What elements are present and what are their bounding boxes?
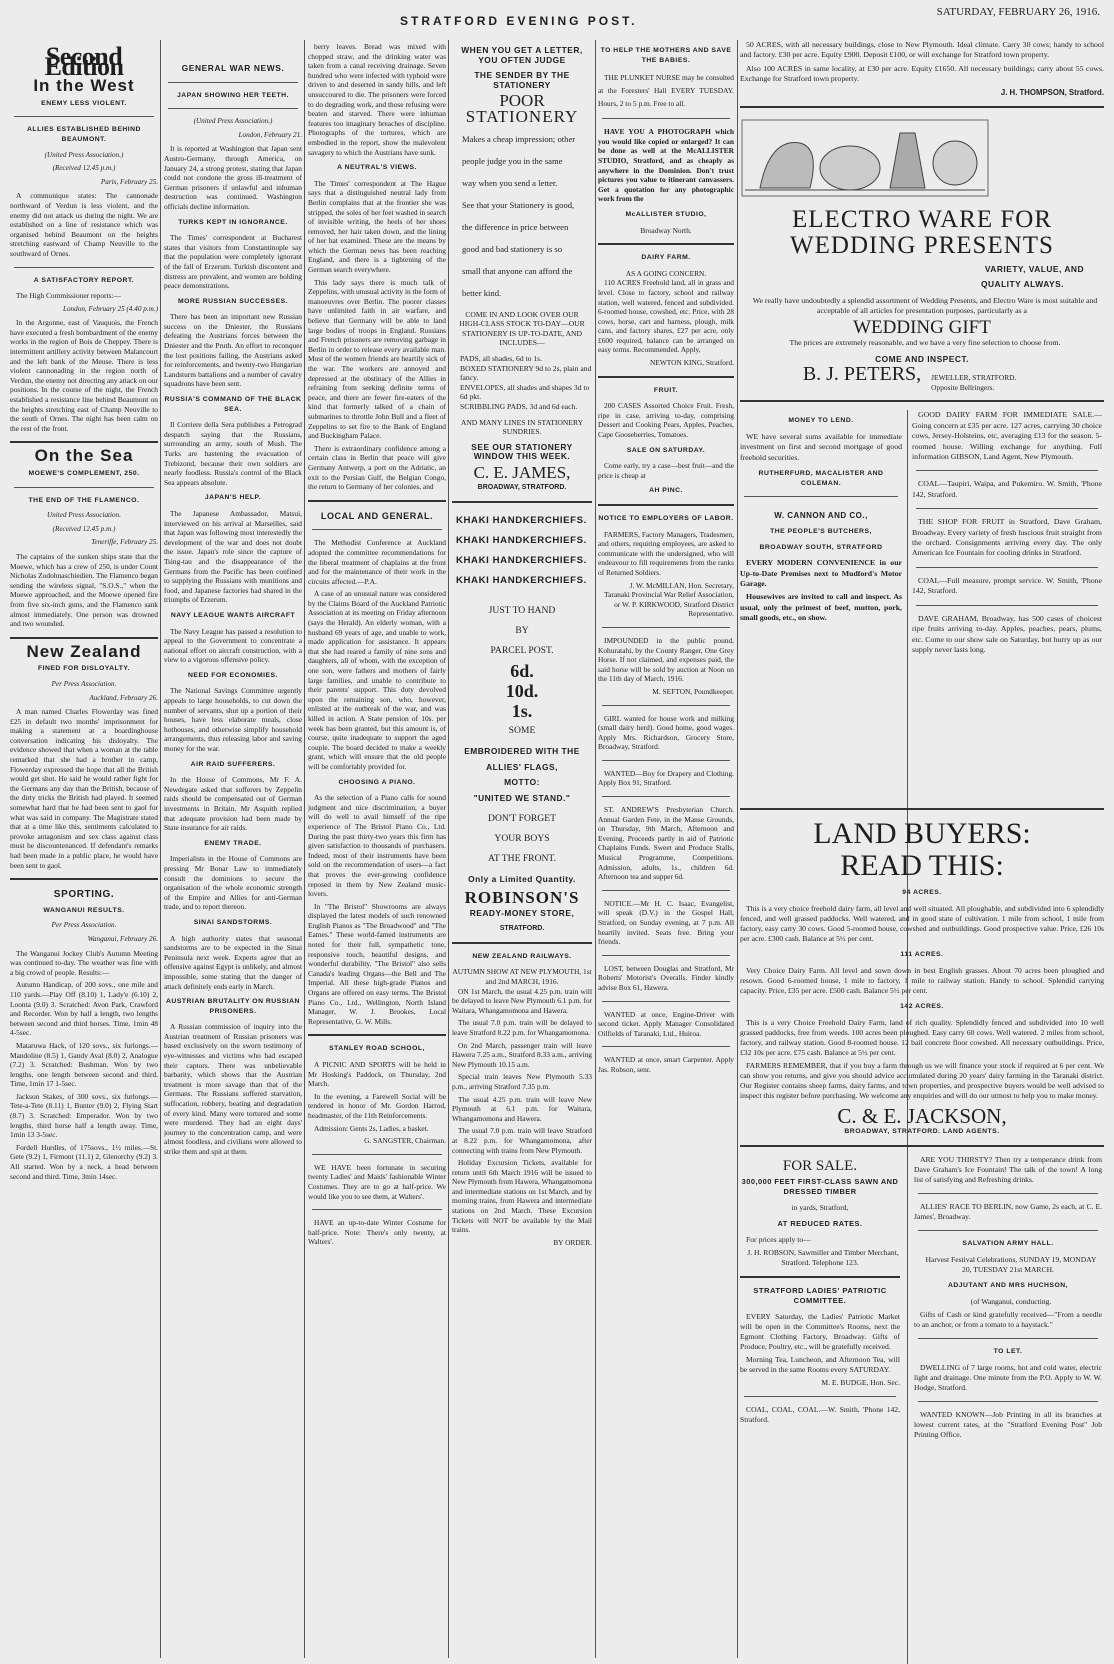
ad-text: Morning Tea, Luncheon, and Afternoon Tea, will be served in the same Rooms every SATURDAY.: [740, 1355, 900, 1374]
ad-address: STRATFORD.: [499, 925, 545, 933]
ad-text: EVERY MODERN CONVENIENCE in our Up-to-Date Premises next to Mudford's Motor Garage.: [740, 558, 902, 588]
ad-text: Also 100 ACRES in same locality, at £30 per acre. Equity £1650. All necessary buildings; carry about 55 cows. Exchange for Stratford town property.: [740, 63, 1104, 84]
ad-item: ENVELOPES, all shades and shapes 3d to 6d pkt.: [460, 382, 590, 402]
notice-text: IMPOUNDED in the public pound, Kohuratahi, by the County Ranger, One Grey Horse. If not claimed, and expenses paid, the said horse will be sold by auction at Noon on the 11th day of March, 1916.: [598, 635, 734, 684]
headline: FINED FOR DISLOYALTY.: [37, 665, 131, 673]
farm-text: FARMERS REMEMBER, that if you buy a farm through us we will finance your stock if required at 6 per cent. We can show you returns, and give you should advice accumulated during 20 years' dairy farming in the Taranaki district. Our Register contains sheep farms, dairy farms, and town properties, and prospective buyers would be well advised to inspect this register before purchasing. We welcome any enquiries and will do our utmost to help you to make money.: [740, 1061, 1104, 1100]
classified-right: [912, 410, 1102, 658]
notice-text: Holiday Excursion Tickets, available for return until 6th March 1916 will be issued to New Plymouth from Hawera, Whangamomona and intermediate stations on 1st March, and by morning trains, from Hawera and intermediate stations on 2nd March. These Excursion Tickets will NOT be available by the Mail trains.: [452, 1158, 592, 1235]
dateline: (Received 12.45 p.m.): [52, 524, 116, 533]
headline: THE END OF THE FLAMENCO.: [28, 496, 140, 504]
headline: AIR RAID SUFFERERS.: [190, 760, 276, 768]
ad-heading: MONEY TO LEND.: [788, 417, 854, 425]
divider: [312, 529, 442, 530]
column-2: [164, 34, 302, 1656]
divider: [916, 508, 1098, 509]
ad-text: THE PLUNKET NURSE may be consulted at the Foresters' Hall EVERY TUESDAY. Hours, 2 to 5 p.m. Free to all.: [598, 73, 734, 109]
divider: [602, 760, 730, 761]
ad-heading: 300,000 FEET FIRST-CLASS SAWN AND DRESSED TIMBER: [741, 1177, 899, 1196]
notice-text: The usual 4.25 p.m. train will leave New Plymouth at 6.1 p.m. for Waitara, Whangamomona and Hawera.: [452, 1094, 592, 1123]
ad-title: ELECTRO WARE FOR: [792, 205, 1052, 233]
article-text: A communique states: The cannonade northward of Verdun is less violent, and the enemy did not attack us during the night. We are established on a line of resistance which was organised behind Beaumont on the heights stretching eastward of Champ Neuville to the southward of Ornes.: [10, 191, 158, 258]
ad-heading: TO HELP THE MOTHERS AND SAVE THE BABIES.: [600, 47, 732, 64]
ad-address: BROADWAY SOUTH, STRATFORD: [759, 543, 883, 551]
ad-text: In the evening, a Farewell Social will be tendered in honor of Mr. Gordon Harrod, headmaster, of the 11th Reinforcements.: [308, 1091, 446, 1120]
ad-line: ALLIES' FLAGS,: [486, 761, 558, 772]
section-heading-sea: On the Sea: [34, 446, 134, 466]
ad-text: AND MANY LINES IN STATIONERY SUNDRIES.: [460, 417, 584, 437]
article-text: Jackson Stakes, of 300 sovs., six furlongs.—Tete-a-Tete (8.11) 1, Bunter (9.0) 2, Flying Start (8.7) 3. Scratched: Emperador. Won by two lengths, third horse half a length away. Time, 1min 13 3-5sec.: [10, 1091, 158, 1140]
ad-line: EMBROIDERED WITH THE: [464, 746, 580, 757]
divider: [602, 705, 730, 706]
notice-text: The usual 7.0 p.m. train will leave Stratford at 8.22 p.m. for Whangamomona, after connecting with trains from New Plymouth.: [452, 1126, 592, 1155]
divider: [312, 1209, 442, 1210]
ad-tagline: QUALITY ALWAYS.: [980, 279, 1064, 290]
farm-text: This is a very choice freehold dairy farm, all level and well situated. All ploughable, and subdivided into 6 splendidly fenced, and well grassed paddocks. Well watered, and in good state of cultivation. 1 mile from school, 1 mile from factory, easy carry 30 cows. Good 5-roomed house, cowshed and outbuildings. Good prospective value. Price, £26 10s per acre. £300 cash. Balance at 5½ per cent.: [740, 904, 1104, 943]
notice-heading: NOTICE TO EMPLOYERS OF LABOR.: [598, 515, 734, 522]
ad-heading: THE SENDER BY THE STATIONERY: [474, 70, 570, 90]
ad-item: PADS, all shades, 6d to 1s.: [460, 353, 542, 363]
ad-item: SCRIBBLING PADS, 3d and 6d each.: [460, 401, 578, 411]
headline: TURKS KEPT IN IGNORANCE.: [178, 218, 288, 226]
ad-business-name: ROBINSON'S: [464, 888, 580, 908]
ad-text: Admission: Gents 2s, Ladies, a basket.: [314, 1123, 429, 1133]
dateline: Wanganui, February 26.: [87, 934, 158, 943]
section-heading-sporting: SPORTING.: [53, 889, 115, 901]
dateline: Paris, February 25.: [100, 177, 158, 186]
ad-address: Broadway North.: [640, 225, 692, 235]
article-text: In the Argonne, east of Vauquois, the French have executed a fresh bombardment of the enemy works in the region of Bois de Cheppey. There is intermittent artillery activity between Malancourt and the left bank of the Meuse. There is less violent cannonading in the region north of Verdun, the enemy not directing any attack on our positions. In the course of the night, the French established a resistance line behind Beaumont on the heights stretching east of Champ Neuville to the south of Ornes. The night has been calm on the rest of the front.: [10, 318, 158, 433]
section-heading-war-news: GENERAL WAR NEWS.: [181, 63, 285, 73]
masthead: [0, 0, 1114, 34]
divider: [602, 955, 730, 956]
farm-text: This is a very Choice Freehold Dairy Farm, land of rich quality. Splendidly fenced and subdivided into 10 well grassed paddocks, free from weeds. 100 acres been ploughed. Easy carry 60 cows. Well watered. 2 miles from school, factory, and railway station. Good 8-roomed house. 12 bail concrete floor cowshed. All necessary outbuildings. Price, £32 10s per acre. £75 cash. Balance at 5½ per cent.: [740, 1018, 1104, 1057]
article-text: The Wanganui Jockey Club's Autumn Meeting was continued to-day. The weather was fine with a big crowd of people. Results:—: [10, 948, 158, 977]
classified-ad: LOST, between Douglas and Stratford, Mr Roberts' Motorist's Overalls. Finder kindly advise Box 61, Hawera.: [598, 963, 734, 992]
ad-highlight: AT REDUCED RATES.: [777, 1219, 863, 1228]
ad-title: STATIONERY: [465, 106, 579, 126]
section-heading-nz: New Zealand: [26, 641, 142, 661]
divider: [740, 1145, 1104, 1147]
ad-price: 1s.: [511, 701, 533, 722]
article-text: In "The Bristol" Showrooms are always displayed the latest models of such renowned English Pianos as "The Broadwood" and "The Eames." These world-famed instruments are noted for their full, sympathetic tone, responsive touch, beautiful designs, and wonderful durability. "The Bristol" also sells Canada's leading Organs—the Bell and The Imperial. All these high-grade Pianos and Organs are offered on easy terms. The Bristol Piano Co., Ltd., Wellington, North Island Manager, W. J. Brookes, Local Representative, G. W. Mills.: [308, 901, 446, 1026]
article-text: A man named Charles Flowerday was fined £25 in default two months' imprisonment for making a statement at a boardinghouse conversation indicating his disloyalty. The evidence showed that when a woman at the table remarked that she had a brother in camp, Flowerday expressed the hope that all the British would get shot. He said he would rather fight for the Germans any day than the British, because of the dirty tricks the British had played. It seemed somewhat hard that he had been sent to gaol for what was said in company. The Magistrate stated that at a time like this, sentiments calculated to provoke antagonism and sex class against class must be discountenanced. If defendant's remarks had been made in a public place, he would have been sent to gaol.: [10, 707, 158, 870]
ad-tagline: COME AND INSPECT.: [875, 353, 969, 364]
article-text: Autumn Handicap, of 200 sovs., one mile and 110 yards.—Play Off (8.10) 1, Lady'e (6.10) 2, Loonta (9.0) 3. Scratched: Avon Park, Crawford and Recorder. Won by half a length, two lengths between second and third horses. Time, 1min 48 4-5sec.: [10, 980, 158, 1038]
farm-heading: 94 ACRES.: [902, 889, 942, 896]
classified-ad: COAL, COAL, COAL.—W. Smith, 'Phone 142, Stratford.: [740, 1405, 900, 1424]
ad-text: WE have several sums available for immediate investment on first and second mortgage of good freehold securities.: [740, 432, 902, 462]
divider: [14, 267, 154, 268]
ad-text: COME IN AND LOOK OVER OUR HIGH-CLASS STOCK TO-DAY—OUR STATIONERY IS UP-TO-DATE, AND INCLUDES—: [459, 309, 585, 348]
classified-ad: NOTICE.—Mr H. C. Isaac, Evangelist, will speak (D.V.) in the Gospel Hall, Stratford, on Sunday evening, at 7 p.m. All heartily invited. Seats free. Bring your friends.: [598, 898, 734, 947]
section-heading-west: In the West: [33, 76, 135, 96]
classified-ad: ALLIES' RACE TO BERLIN, now Game, 2s each, at C. E. James', Broadway.: [914, 1202, 1102, 1221]
ad-signature: NEWTON KING, Stratford.: [649, 358, 734, 368]
ad-subheading: AS A GOING CONCERN.: [625, 268, 707, 278]
divider: [10, 878, 158, 880]
ad-signature: J. H. THOMPSON, Stratford.: [1000, 87, 1104, 97]
column-rule: [160, 40, 161, 1658]
article-text: As the selection of a Piano calls for sound judgment and nice discrimination, a buyer will do well to avail himself of the ripe experience of The Bristol Piano Co., Ltd. During the past thirty-two years this firm has given satisfaction to thousands of purchasers. Indeed, most of their instruments have been sold on the recommendation of users—a fact that proves the ever-growing confidence reposed in them by New Zealand music-lovers.: [308, 793, 446, 899]
headline: AUSTRIAN BRUTALITY ON RUSSIAN PRISONERS.: [166, 998, 300, 1015]
ad-text: Housewives are invited to call and inspect. As usual, only the primest of beef, mutton, pork, small goods, etc., on show.: [740, 592, 902, 623]
ad-text: For prices apply to—: [746, 1235, 811, 1244]
divider: [918, 1338, 1098, 1339]
electroware-illustration: [740, 118, 990, 198]
article-text: The Methodist Conference at Auckland adopted the committee recommendations for the liberal treatment of chaplains at the front and for the maintenance of their work in the circuits affected.—P.A.: [308, 538, 446, 586]
ad-title: READ THIS:: [840, 849, 1004, 882]
ad-price: 6d.: [510, 661, 534, 682]
headline: CHOOSING A PIANO.: [338, 778, 416, 786]
column-rule: [907, 1155, 908, 1664]
headline: ENEMY LESS VIOLENT.: [41, 99, 127, 107]
ad-text: in yards, Stratford,: [791, 1203, 849, 1212]
ad-heading: FRUIT.: [653, 386, 679, 394]
divider: [602, 1046, 730, 1047]
ad-text: Come early, try a case—best fruit—and the price is cheap at: [598, 461, 734, 480]
ad-line: JUST TO HAND: [488, 605, 556, 617]
notice-signature: M. SEFTON, Poundkeeper.: [652, 686, 734, 696]
divider: [14, 487, 154, 488]
ad-text: We really have undoubtedly a splendid assortment of Wedding Presents, and Electro Ware is most suitable and acceptable of all articles for presentation purposes, particularly as a: [752, 295, 1098, 316]
ad-address: JEWELLER, STRATFORD. Opposite Bellringers.: [931, 373, 1017, 392]
headline: MORE RUSSIAN SUCCESSES.: [177, 297, 289, 305]
divider: [452, 942, 592, 944]
divider: [918, 1193, 1098, 1194]
divider: [916, 605, 1098, 606]
column-rule: [737, 40, 738, 1658]
ad-tagline: THE PEOPLE'S BUTCHERS,: [770, 528, 872, 535]
column-rule: [304, 40, 305, 1658]
column-3: [308, 34, 446, 1656]
ad-text: EVERY Saturday, the Ladies' Patriotic Market will be open in the Committee's Rooms, next the Egmont Clothing Factory, Broadway. Gifts of Produce, Poultry, etc., will be gratefully received.: [740, 1312, 900, 1351]
dateline: London, February 25 (4.40 p.m.): [62, 304, 158, 313]
classified-ad: THE SHOP FOR FRUIT in Stratford, Dave Graham, Broadway. Every variety of fresh luscious fruit straight from the orchard. Consignments arriving every day. The only American Ice Fountain for cooling drinks in Stratford.: [912, 517, 1102, 558]
divider: [10, 637, 158, 639]
classified-ad: WANTED—Boy for Drapery and Clothing. Apply Box 91, Stratford.: [598, 768, 734, 788]
ad-text: A PICNIC AND SPORTS will be held in Mr Hosking's Paddock, on Thursday, 2nd March.: [308, 1060, 446, 1089]
notice-text: ON 1st March, the usual 4.25 p.m. train will be delayed to leave New Plymouth 6.1 p.m. for Waitara, Whangamomona and Hawera.: [452, 986, 592, 1015]
divider: [10, 441, 158, 443]
divider: [740, 1276, 900, 1278]
classified-ad: WANTED at once, Engine-Driver with second ticket. Apply Manager Consolidated Oilfields of Taranaki, Ltd., Huiroa.: [598, 1009, 734, 1038]
ad-business-line: [740, 363, 1104, 392]
bottom-right: [914, 1155, 1102, 1443]
dateline: Teneriffe, February 25.: [91, 538, 158, 547]
divider: [14, 116, 154, 117]
ad-text: ADJUTANT AND MRS HUCHSON,: [947, 1282, 1069, 1289]
article-text: Mataruwa Hack, of 120 sovs., six furlongs.—Mandoline (8.5) 1, Gandy Aval (8.0) 2, Analogue (7.2) 3. Scratched: Bushman. Won by two lengths, one length between second and third. Time, 1min 17 1-5sec.: [10, 1040, 158, 1089]
divider: [598, 504, 734, 506]
ad-heading: TO LET.: [993, 1348, 1023, 1355]
column-1: [10, 34, 158, 1656]
ad-text: 50 ACRES, with all necessary buildings, close to New Plymouth. Ideal climate. Carry 30 cows; handy to school and factory. £30 per acre. Equity £900. Deposit £100, or will exchange for Stratford town property.: [740, 40, 1104, 60]
ad-text: WE HAVE been fortunate in securing twenty Ladies' and Maids' fashionable Winter Costumes. They are to go at half-price. We would like you to see them, at Walters'.: [308, 1162, 446, 1201]
classified-ad: COAL—Taupiri, Waipa, and Pukemiro. W. Smith, 'Phone 142, Stratford.: [912, 479, 1102, 499]
ad-text: 200 CASES Assorted Choice Fruit. Fresh, ripe in case, arriving to-day, comprising Dessert and Cooking Pears, Apples, Peaches, Cape Gooseberries, Tomatoes.: [598, 401, 734, 440]
divider: [918, 1401, 1098, 1402]
notice-text: FARMERS, Factory Managers, Tradesmen, and others, requiring employees, are asked to communicate with the undersigned, who will endeavour to fill requirements from the ranks of Returned Soldiers.: [598, 529, 734, 577]
ad-business-name: AH PINC.: [649, 487, 683, 495]
divider: [308, 500, 446, 502]
ad-line: Makes a cheap impression; other: [462, 133, 576, 144]
divider: [452, 501, 592, 503]
article-text: A Russian commission of inquiry into the Austrian treatment of Russian prisoners was based exclusively on the sworn testimony of eye-witnesses and victims who had escaped their captors. There was unbelievable barbarity, which shows that the Austrian treatment is more savage than that of the Germans. The Russians suffered starvation, suffocation, robbery, beating and degradation of every kind. Many were tortured and some were murdered. They had an eight days' journey to the concentration camp, and were almost foodless, and civilians were allowed to strike them and spit at them.: [164, 1022, 302, 1156]
jug-shape: [890, 133, 925, 188]
classified-ad: DAVE GRAHAM, Broadway, has 500 cases of choicest ripe fruits arriving to-day. Apples, peaches, pears, plums, etc. Come to our show sale on Saturday, but hurry up as our supply never lasts long.: [912, 613, 1102, 654]
ad-line: KHAKI HANDKERCHIEFS.: [456, 535, 587, 547]
ad-heading: WHEN YOU GET A LETTER, YOU OFTEN JUDGE: [461, 45, 583, 65]
ad-line: DON'T FORGET: [488, 813, 556, 825]
ad-heading: STRATFORD LADIES' PATRIOTIC COMMITTEE.: [753, 1286, 887, 1305]
ad-text: HAVE an up-to-date Winter Costume for half-price. Note: There's only twenty, at Walters'.: [308, 1218, 446, 1247]
ad-line: KHAKI HANDKERCHIEFS.: [456, 555, 587, 567]
dateline: London, February 21.: [238, 130, 302, 139]
headline: JAPAN SHOWING HER TEETH.: [177, 91, 289, 99]
classified-ad: GIRL wanted for house work and milking (small dairy herd). Good home, good wages. Apply Mrs. Richardson, Grocery Store, Broadway, Stratford.: [598, 713, 734, 752]
ad-line: "UNITED WE STAND.": [473, 792, 571, 803]
bottom-classifieds: [740, 1155, 1104, 1664]
headline: SINAI SANDSTORMS.: [193, 918, 273, 926]
ad-signature: J. H. ROBSON, Sawmiller and Timber Merchant, Stratford. Telephone 123.: [747, 1248, 899, 1267]
land-agents-ad: [740, 800, 1104, 1664]
classified-ad: DWELLING of 7 large rooms, hot and cold water, electric light and drainage. One minute from the P.O. Apply to W. W. Hodge, Stratford.: [914, 1363, 1102, 1392]
ad-line: BY: [515, 625, 529, 637]
article-text: The National Savings Committee urgently appeals to large households, to cut down the number of servants, shut up a portion of their houses, have less elaborate meals, close hothouses, and otherwise simplify household arrangements, thus releasing labor and saving money for the war.: [164, 686, 302, 754]
divider: [744, 1396, 896, 1397]
headline: ENEMY TRADE.: [204, 839, 262, 847]
ad-signature: M. E. BUDGE, Hon. Sec.: [821, 1378, 900, 1387]
classified-ad: ST. ANDREW'S Presbyterian Church. Annual Garden Fete, in the Manse Grounds, on Thursday, 9th March, Afternoon and Evening. Proceeds partly in aid of Patriotic Chaplains Funds. Sweet and Produce Stalls, Musical Programme, Competitions. Admission, adults, 1s., children 6d. Afternoon tea and supper 6d.: [598, 805, 734, 882]
divider: [602, 890, 730, 891]
farm-text: Very Choice Dairy Farm. All level and sown down in best English grasses. About 70 acres been ploughed and resown. Good 6-roomed house, 1 mile to factory, 1 mile to railway station. Handy to school. Splendid carrying capacity. Price, £35 per acre. £500 cash. Balance 5½ per cent.: [740, 966, 1104, 995]
ad-line: YOUR BOYS: [494, 833, 550, 845]
ad-title: LAND BUYERS:: [813, 817, 1031, 850]
dateline: Auckland, February 26.: [89, 693, 158, 702]
divider: [602, 1001, 730, 1002]
teapot-shape: [760, 143, 813, 188]
divider: [916, 567, 1098, 568]
article-text: The High Commissioner reports:—: [16, 291, 121, 301]
notice-heading: NEW ZEALAND RAILWAYS.: [472, 952, 572, 960]
ad-heading: DAIRY FARM.: [641, 254, 691, 262]
ad-line: AT THE FRONT.: [488, 853, 556, 865]
divider: [744, 496, 898, 497]
ad-item: BOXED STATIONERY 9d to 2s, plain and fancy.: [460, 363, 592, 383]
article-text: The Japanese Ambassador, Matsui, interviewed on his arrival at Marseilles, said that Japan was following most interestedly the development of the war and does not doubt the issue. Japan's role since the capture of Tsing-tau and the disappearance of the Germans from the Pacific has been confined to supplying the Russians with munitions and food, and Japanese factories had shared in the triumphs of Erzerum.: [164, 508, 302, 605]
ad-heading: SALVATION ARMY HALL.: [962, 1240, 1054, 1247]
notice-subheading: AUTUMN SHOW AT NEW PLYMOUTH, 1st and 2nd MARCH, 1916.: [452, 967, 592, 986]
ad-text: Harvest Festival Celebrations, SUNDAY 19, MONDAY 20, TUESDAY 21st MARCH.: [925, 1255, 1097, 1274]
headline: NEED FOR ECONOMIES.: [188, 671, 278, 679]
ad-business-name: C. & E. JACKSON,: [837, 1104, 1007, 1128]
issue-date: SATURDAY, FEBRUARY 26, 1916.: [936, 6, 1100, 18]
headline: A NEUTRAL'S VIEWS.: [337, 164, 417, 172]
divider: [740, 400, 1104, 402]
ad-text: (of Wanganui, conducting.: [970, 1297, 1052, 1306]
ad-text: 110 ACRES Freehold land, all in grass and level. Close to factory, school and railway station, well watered, fenced and subdivided. 6-roomed house, cowshed, etc. Price, with 28 cows, horse, cart and harness, plough, milk cans, and factory shares, £27 per acre, only £600 required, balance can be arranged on easy terms. Recommended. Apply,: [598, 278, 734, 355]
divider: [312, 1154, 442, 1155]
dateline: Per Press Association.: [51, 921, 117, 930]
ad-text: The prices are extremely reasonable, and we have a very fine selection to choose from.: [789, 338, 1061, 348]
dateline: United Press Association.: [46, 511, 122, 520]
dateline: (United Press Association.): [44, 150, 124, 159]
column-rule: [595, 40, 596, 1658]
edition-title: Second Edition: [44, 42, 124, 81]
ad-heading: SEE OUR STATIONERY WINDOW THIS WEEK.: [471, 441, 573, 462]
ad-signature: G. SANGSTER, Chairman.: [364, 1136, 446, 1146]
headline: A SATISFACTORY REPORT.: [33, 276, 135, 284]
headline: NAVY LEAGUE WANTS AIRCRAFT: [170, 611, 296, 619]
divider: [602, 796, 730, 797]
ad-price: 10d.: [505, 681, 539, 702]
column-4: [452, 34, 592, 1656]
divider: [918, 1230, 1098, 1231]
article-text: This lady says there is much talk of Zeppelins, with unusual activity in the form of manoeuvres over Berlin. The poorer classes have unlimited faith in air warfare, and believe that Germany will be able to land large bodies of troops in England. Russians and French prisoners are removing garbage in Berlin in order to release every available man. Most of the women friends are heartily sick of the war. The workers are annoyed and depressed at the obstinacy of the Allies in refraining from seeking definite terms of peace, and there are fewer fire-eaters of the kind that formerly talked of a chain of submarines to throttle John Bull and a fleet of Zeppelins to set fire to the Bank of England and Buckingham Palace.: [308, 277, 446, 441]
newspaper-title: STRATFORD EVENING POST.: [400, 14, 638, 28]
article-text: In the House of Commons, Mr F. A. Newdegate asked that sufferers by Zeppelin raids should be compensated out of German investments in Britain. Mr Asquith replied that adequate provision had been made by State insurance for air raids.: [164, 775, 302, 833]
ad-line: READY-MONEY STORE,: [469, 907, 575, 918]
classified-ad: WANTED at once, smart Carpenter. Apply Jas. Robson, senr.: [598, 1055, 734, 1074]
classified-ad: GOOD DAIRY FARM FOR IMMEDIATE SALE.—Going concern at £35 per acre. 127 acres, carrying 30 choice cows, Jersey-Holsteins, etc, averaging £13 for the season. 5-roomed house. Willing exchange for anything. Full information GIBSON, Land Agent, New Plymouth.: [912, 410, 1102, 462]
notice-signature: BY ORDER.: [553, 1237, 592, 1247]
divider: [740, 106, 1104, 108]
divider: [168, 108, 298, 109]
vase-shape: [820, 146, 880, 190]
bottom-left: [740, 1155, 900, 1428]
dateline: (United Press Association.): [193, 117, 273, 126]
classified-ad: WANTED KNOWN—Job Printing in all its branches at lowest current rates, at the "Stratford Evening Post" Job Printing Office.: [914, 1410, 1102, 1439]
ad-business-name: W. CANNON AND CO.,: [774, 511, 868, 521]
ad-line: KHAKI HANDKERCHIEFS.: [456, 515, 587, 527]
headline: ALLIES ESTABLISHED BEHIND BEAUMONT.: [27, 126, 141, 143]
classified-left: [740, 410, 902, 626]
notice-text: Special train leaves New Plymouth 5.33 p.m., arriving Stratford 7.35 p.m.: [452, 1072, 592, 1091]
ad-text: HAVE YOU A PHOTOGRAPH which you would like copied or enlarged? It can be done as well at the McALLISTER STUDIO, Stratford, and as cheaply as anywhere in the Dominion. Don't trust pictures you value to itinerant canvassers. Get a quotation for any photographic work from the: [598, 127, 734, 204]
divider: [168, 82, 298, 83]
ad-address: BROADWAY, STRATFORD.: [477, 484, 567, 492]
article-text: berry leaves. Bread was mixed with chopped straw, and the drinking water was taken from a canal receiving drainage. Seven hundred who were infected with typhoid were driven to and deserted in sandy hills, and left unsuccoured to die. The prisoners were forced to do degrading work, and those refusing were beaten and starved. There were inhuman features too imaginary breaches of discipline. Photographs of the tortures, which are embodied in the report, show the malevolent savagery to which the Austrians have sunk.: [308, 42, 446, 157]
ad-line: See that your Stationery is good,: [462, 199, 575, 210]
dateline: Per Press Association.: [51, 679, 117, 688]
ad-title: WEDDING GIFT: [853, 316, 991, 338]
divider: [598, 376, 734, 378]
ad-line: better kind.: [462, 287, 502, 298]
notice-text: On 2nd March, passenger train will leave Hawera 7.25 a.m., Stratford 8.33 a.m., arriving New Plymouth 10.15 a.m.: [452, 1040, 592, 1069]
headline: RUSSIA'S COMMAND OF THE BLACK SEA.: [164, 396, 302, 413]
ad-business-name: RUTHERFURD, MACALISTER AND COLEMAN.: [758, 470, 884, 487]
divider: [602, 627, 730, 628]
ad-title: WEDDING PRESENTS: [790, 231, 1054, 259]
article-text: The Times' correspondent at Bucharest states that visitors from Constantinople say that the population were completely ignorant of the fall of Erzerum. Turkish discontent and distress are prevalent, and women are holding peace demonstrations.: [164, 233, 302, 291]
ad-highlight: SALE ON SATURDAY.: [626, 446, 706, 454]
ad-line: Only a Limited Quantity.: [468, 874, 576, 885]
ad-line: small that anyone can afford the: [462, 265, 573, 276]
article-text: The Times' correspondent at The Hague says that a distinguished neutral lady from Berlin complains that at the frontier she was stripped, the soles of her feet washed in search of invisible writing, the heels of her shoes removed, her hair taken down, and the lining of her hat examined. These are the means by which the German news has been reaching England, and there is a tightening of the German search everywhere.: [308, 178, 446, 275]
headline: WANGANUI RESULTS.: [43, 906, 125, 914]
column-rule: [448, 40, 449, 1658]
notice-text: The usual 7.0 p.m. train will be delayed to leave Stratford 8.22 p.m. for Whangamomona.: [452, 1018, 592, 1037]
article-text: Imperialists in the House of Commons are pressing Mr Bonar Law to immediately consult the dominions to secure the organisation of the whole economic strength of the Empire and Allies for anti-German trade, and to report thereon.: [164, 854, 302, 912]
column-5: [598, 34, 734, 1656]
divider: [308, 1034, 446, 1036]
ad-business-name: C. E. JAMES,: [473, 462, 571, 482]
ad-heading: STANLEY ROAD SCHOOL,: [329, 1045, 425, 1053]
ad-tagline: VARIETY, VALUE, AND: [984, 263, 1084, 274]
farm-heading: 142 ACRES.: [900, 1003, 944, 1010]
ad-line: the difference in price between: [462, 221, 569, 232]
classified-ad: COAL—Full measure, prompt service. W. Smith, 'Phone 142, Stratford.: [912, 575, 1102, 596]
section-heading-local: LOCAL AND GENERAL.: [320, 510, 434, 521]
ad-line: MOTTO:: [504, 777, 540, 788]
article-text: Il Corriere della Sera publishes a Petrograd despatch saying that the Russians, surrounding an army, south of Mush. The Turks are hastening the evacuation of Trebizond, because their own soldiers are nearly foodless. Russia's control of the Black Sea appears absolute.: [164, 420, 302, 487]
ad-address: BROADWAY, STRATFORD. LAND AGENTS.: [844, 1128, 1000, 1135]
article-text: It is reported at Washington that Japan sent Austro-Germany, through America, on January 24, a strong protest, stating that Japan could not condone the gross ill-treatment of German prisoners if unlawful and inhuman destruction was continued. Washington officials decline information.: [164, 144, 302, 211]
ad-title: POOR: [499, 91, 545, 111]
ad-line: way when you send a letter.: [462, 177, 558, 188]
article-text: A case of an unusual nature was considered by the Claims Board of the Auckland Patriotic Association at its meeting on Friday afternoon (says the Herald). An elderly woman, with a husband 69 years of age, and unable to work, made application for assistance. It appears that she had reared a family of nine sons and daughters, all of whom, with the exception of one son, were fathers and mothers of fairly large families, and unable to contribute to their parents' support. This duty devolved upon the remaining son, who, however, enlisted at the outbreak of the war, and was killed in action. A State pension of 10s. per week has been granted, but this amount is, of course, quite inadequate to support the aged couple. The board decided to make a weekly grant, which will ensure that the old people will be comfortably provided for.: [308, 589, 446, 771]
classified-ad: ARE YOU THIRSTY? Then try a temperance drink from Dave Graham's Ice Fountain! The talk of the town! A long list of satisfying and Refreshing drinks.: [914, 1155, 1102, 1184]
ad-line: people judge you in the same: [462, 155, 563, 166]
article-text: A high authority states that seasonal sandstorms are to be expected in the Sinai Peninsula next week. Experts agree that an offensive against Egypt is unlikely, and almost impossible, some stating that the danger of attack definitely ends early in March.: [164, 933, 302, 991]
ad-business-name: B. J. PETERS,: [802, 363, 922, 386]
article-text: The captains of the sunken ships state that the Moewe, which has a crew of 250, is under Count Nicholas Zodohnaschiedien. The Flamenco began sending the wireless signal, "S.O.S.," when the Moewe approached, and the Moewe opened fire from five six-inch guns, and the Flamenco sank almost immediately. One person was drowned and two wounded.: [10, 551, 158, 629]
article-text: There is extraordinary confidence among a certain class in Berlin that peace will give Germany Antwerp, a port on the Adriatic, an exit to the Persian Gulf, the Belgian Congo, the return to Germany of her colonies, and: [308, 443, 446, 492]
article-text: There has been an important new Russian success on the Dniester, the Russians defeating the Austrians forces between the Dniester and the Pruth. An effort to reconquer the lost positions failing, the Austrians asked for reinforcements, and twenty-two Hungarian Landsturm battalions and a number of cavalry squadrons have been sent.: [164, 312, 302, 389]
ad-text: Gifts of Cash or kind gratefully received—"From a needle to an anchor, or from a tomato to a haystack.": [914, 1310, 1102, 1329]
divider: [916, 470, 1098, 471]
dateline: (Received 12.45 p.m.): [52, 164, 116, 173]
divider: [602, 118, 730, 119]
tray-shape: [933, 141, 977, 185]
ad-title: FOR SALE.: [782, 1158, 858, 1174]
ad-line: SOME: [508, 725, 536, 737]
divider: [740, 808, 1104, 810]
ad-line: good and bad stationery is so: [462, 243, 563, 254]
headline: JAPAN'S HELP.: [204, 494, 262, 502]
article-text: The Navy League has passed a resolution to appeal to the Government to concentrate a national effort on aircraft construction, with a view to a vigorous offensive policy.: [164, 626, 302, 665]
ad-business-name: McALLISTER STUDIO,: [625, 210, 707, 218]
article-text: Fordell Hurdles, of 175sovs., 1½ miles.—St. Gete (9.2) 1, Firmont (11.1) 2, Glenorchy (9.2) 3. All started. Won by a neck, a head between second and third. Time, 3min 14sec.: [10, 1142, 158, 1181]
ad-line: PARCEL POST.: [490, 645, 554, 657]
ad-line: KHAKI HANDKERCHIEFS.: [456, 575, 587, 587]
divider: [598, 243, 734, 245]
headline: MOEWE'S COMPLEMENT, 250.: [28, 470, 140, 477]
farm-heading: 111 ACRES.: [900, 951, 944, 958]
notice-signature: J. W. McMILLAN, Hon. Secretary, Taranaki Provincial War Relief Association, or W. P. KIRKWOOD, Stratford District Representative.: [604, 580, 734, 619]
